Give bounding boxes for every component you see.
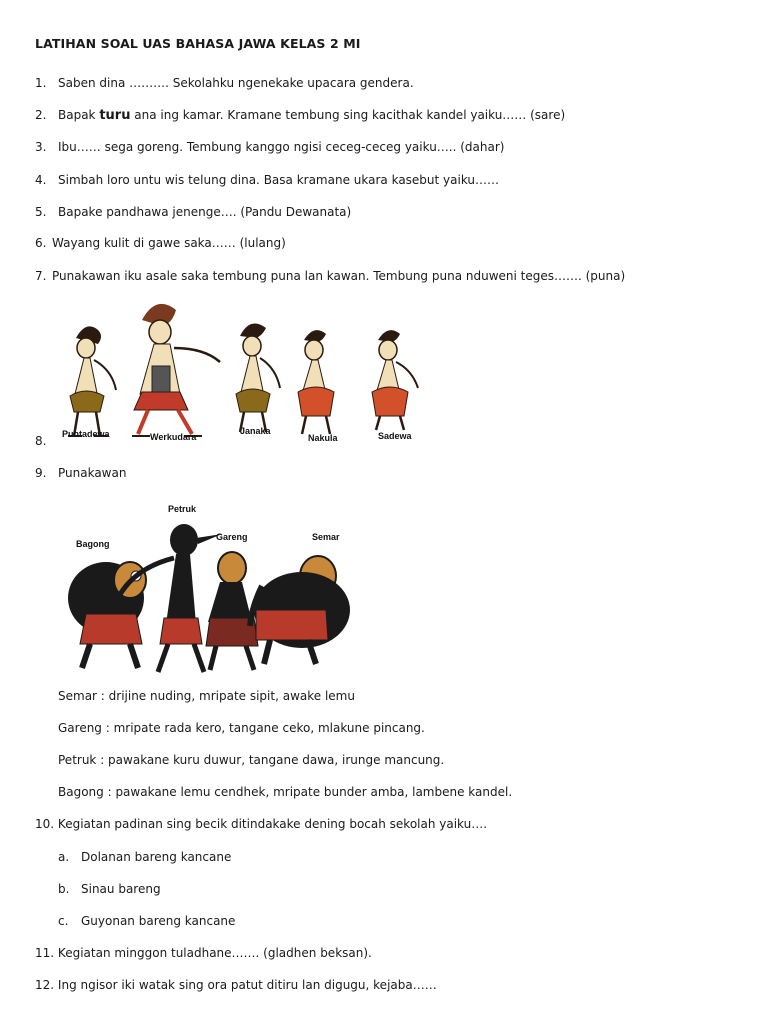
bold-word: turu [99,108,131,123]
question-7: 7. Punakawan iku asale saka tembung puna lan kawan. Tembung puna nduweni teges……. (puna) [35,269,626,283]
question-4: 4. Simbah loro untu wis telung dina. Basa kramane ukara kasebut yaiku…… [35,173,500,187]
question-2: 2. Bapak turu ana ing kamar. Kramane tembung sing kacithak kandel yaiku…… (sare) [35,108,566,123]
pandhawa-wayang-image [56,300,448,446]
wayang-semar [250,556,350,664]
option-b: b. Sinau bareng [58,882,161,896]
description-gareng: Gareng : mripate rada kero, tangane ceko, mlakune pincang. [58,721,425,735]
description-petruk: Petruk : pawakane kuru duwur, tangane dawa, irunge mancung. [58,753,445,767]
label-nakula: Nakula [308,433,338,443]
punakawan-wayang-image [56,498,362,678]
wayang-werkudara [132,304,220,436]
wayang-sadewa [372,330,418,430]
label-sadewa: Sadewa [378,431,412,441]
wayang-janaka [236,324,280,433]
question-3: 3. Ibu…… sega goreng. Tembung kanggo ngisi ceceg-ceceg yaiku….. (dahar) [35,140,505,154]
wayang-puntadewa [68,326,116,436]
option-c: c. Guyonan bareng kancane [58,914,236,928]
document-title: LATIHAN SOAL UAS BAHASA JAWA KELAS 2 MI [35,36,361,51]
label-janaka: Janaka [240,426,271,436]
label-petruk: Petruk [168,504,197,514]
question-9: 9. Punakawan [35,466,127,480]
question-11: 11. Kegiatan minggon tuladhane……. (gladhen beksan). [35,946,372,960]
question-1: 1. Saben dina ………. Sekolahku ngenekake upacara gendera. [35,76,414,90]
question-12: 12. Ing ngisor iki watak sing ora patut ditiru lan digugu, kejaba…… [35,978,437,992]
description-bagong: Bagong : pawakane lemu cendhek, mripate bunder amba, lambene kandel. [58,785,513,799]
description-semar: Semar : drijine nuding, mripate sipit, awake lemu [58,689,355,703]
label-bagong: Bagong [76,539,110,549]
label-werkudara: Werkudara [150,432,197,442]
question-8: 8. [35,434,47,448]
option-a: a. Dolanan bareng kancane [58,850,232,864]
question-5: 5. Bapake pandhawa jenenge…. (Pandu Dewanata) [35,205,352,219]
label-gareng: Gareng [216,532,248,542]
question-6: 6. Wayang kulit di gawe saka…… (lulang) [35,236,286,250]
label-semar: Semar [312,532,340,542]
wayang-nakula [298,330,334,434]
question-10: 10. Kegiatan padinan sing becik ditindakake dening bocah sekolah yaiku…. [35,817,488,831]
label-puntadewa: Puntadewa [62,429,110,439]
